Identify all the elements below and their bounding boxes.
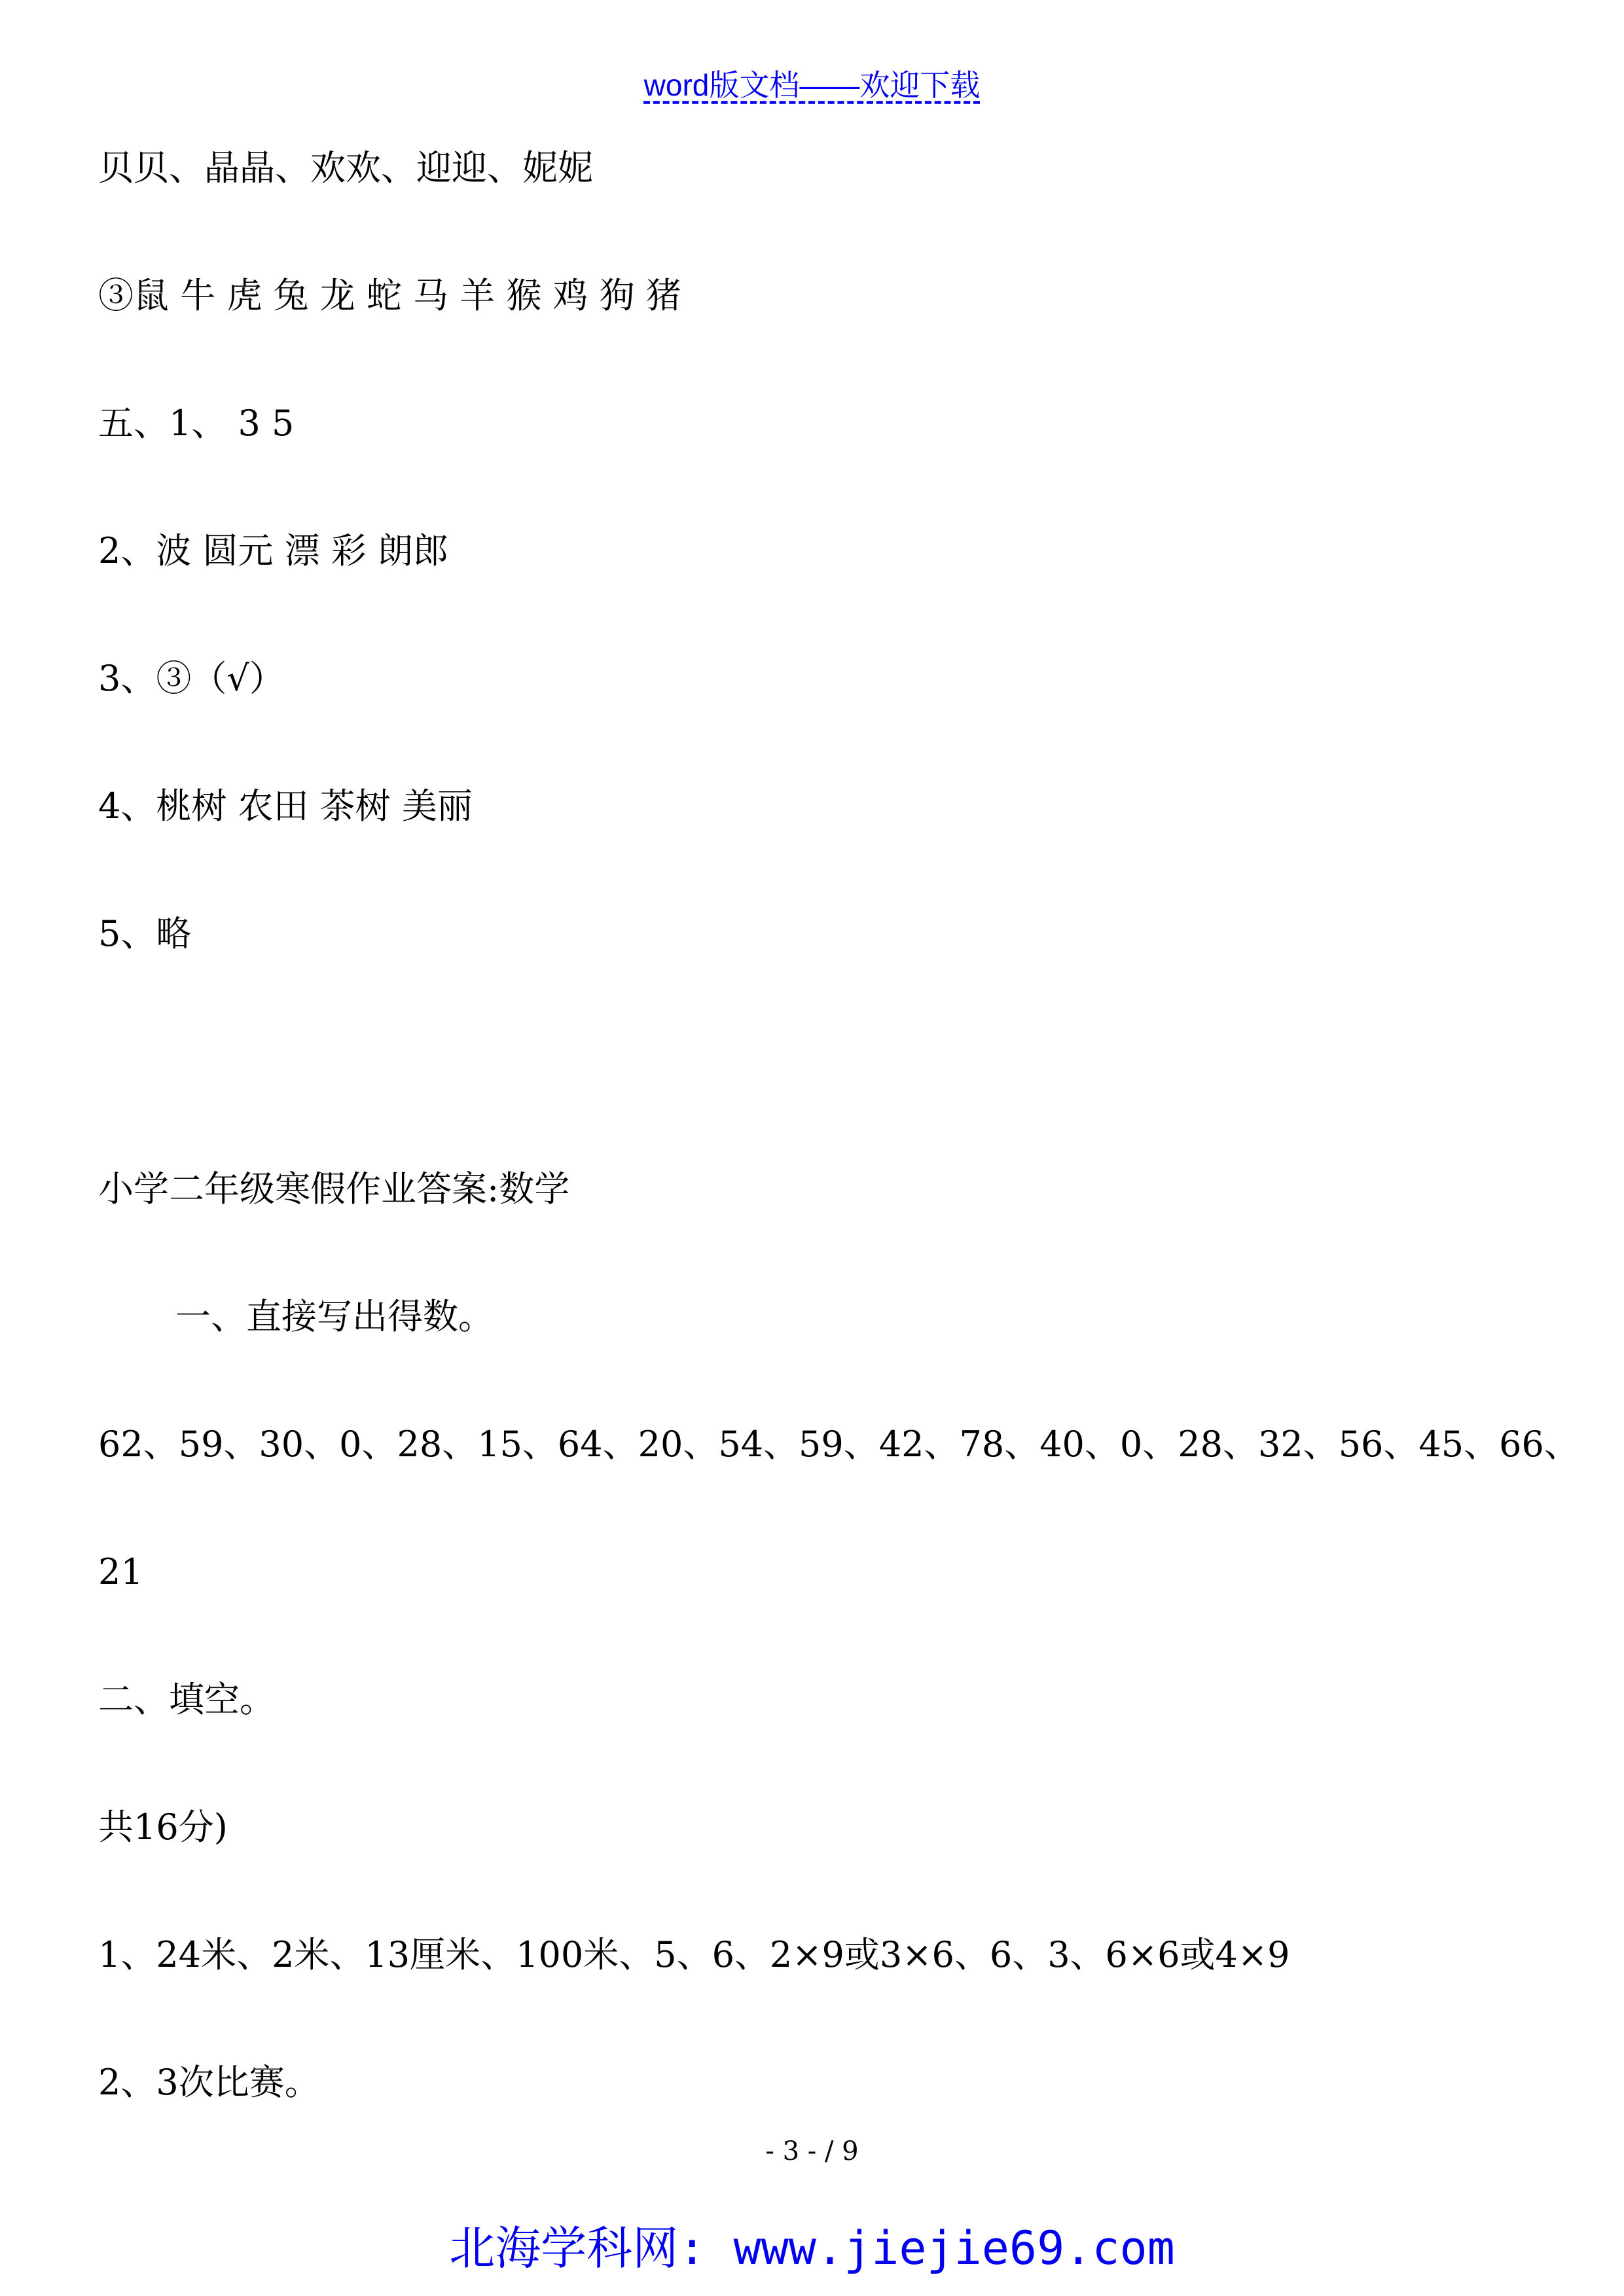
math-part-two-answer-2: 2、3次比赛。	[98, 2062, 320, 2103]
answer-line-zodiac: ③鼠 牛 虎 兔 龙 蛇 马 羊 猴 鸡 狗 猪	[98, 275, 681, 316]
math-part-one-answers: 62、59、30、0、28、15、64、20、54、59、42、78、40、0、28、32、56、45、66、	[98, 1424, 1579, 1465]
math-part-two-heading: 二、填空。	[98, 1679, 275, 1720]
math-part-one-heading: 一、直接写出得数。	[175, 1296, 494, 1337]
section-title-math: 小学二年级寒假作业答案:数学	[98, 1168, 570, 1210]
math-part-two-score: 共16分)	[98, 1806, 228, 1848]
answer-line-names: 贝贝、晶晶、欢欢、迎迎、妮妮	[98, 147, 593, 188]
page-number: - 3 - / 9	[765, 2136, 859, 2166]
header-download-link[interactable]: word版文档——欢迎下载	[643, 68, 981, 102]
answer-line-section-five-5: 5、略	[98, 913, 192, 954]
math-part-one-answers-cont: 21	[98, 1551, 143, 1592]
answer-line-section-five-1: 五、1、 3 5	[98, 403, 295, 444]
answer-line-section-five-2: 2、波 圆元 漂 彩 朗郎	[98, 530, 449, 571]
answer-line-section-five-3: 3、③（√）	[98, 658, 285, 699]
math-part-two-answer-1: 1、24米、2米、13厘米、100米、5、6、2×9或3×6、6、3、6×6或4×9	[98, 1934, 1290, 1975]
answer-line-section-five-4: 4、桃树 农田 茶树 美丽	[98, 785, 473, 827]
footer-site-link[interactable]: 北海学科网: www.jiejie69.com	[449, 2221, 1175, 2275]
